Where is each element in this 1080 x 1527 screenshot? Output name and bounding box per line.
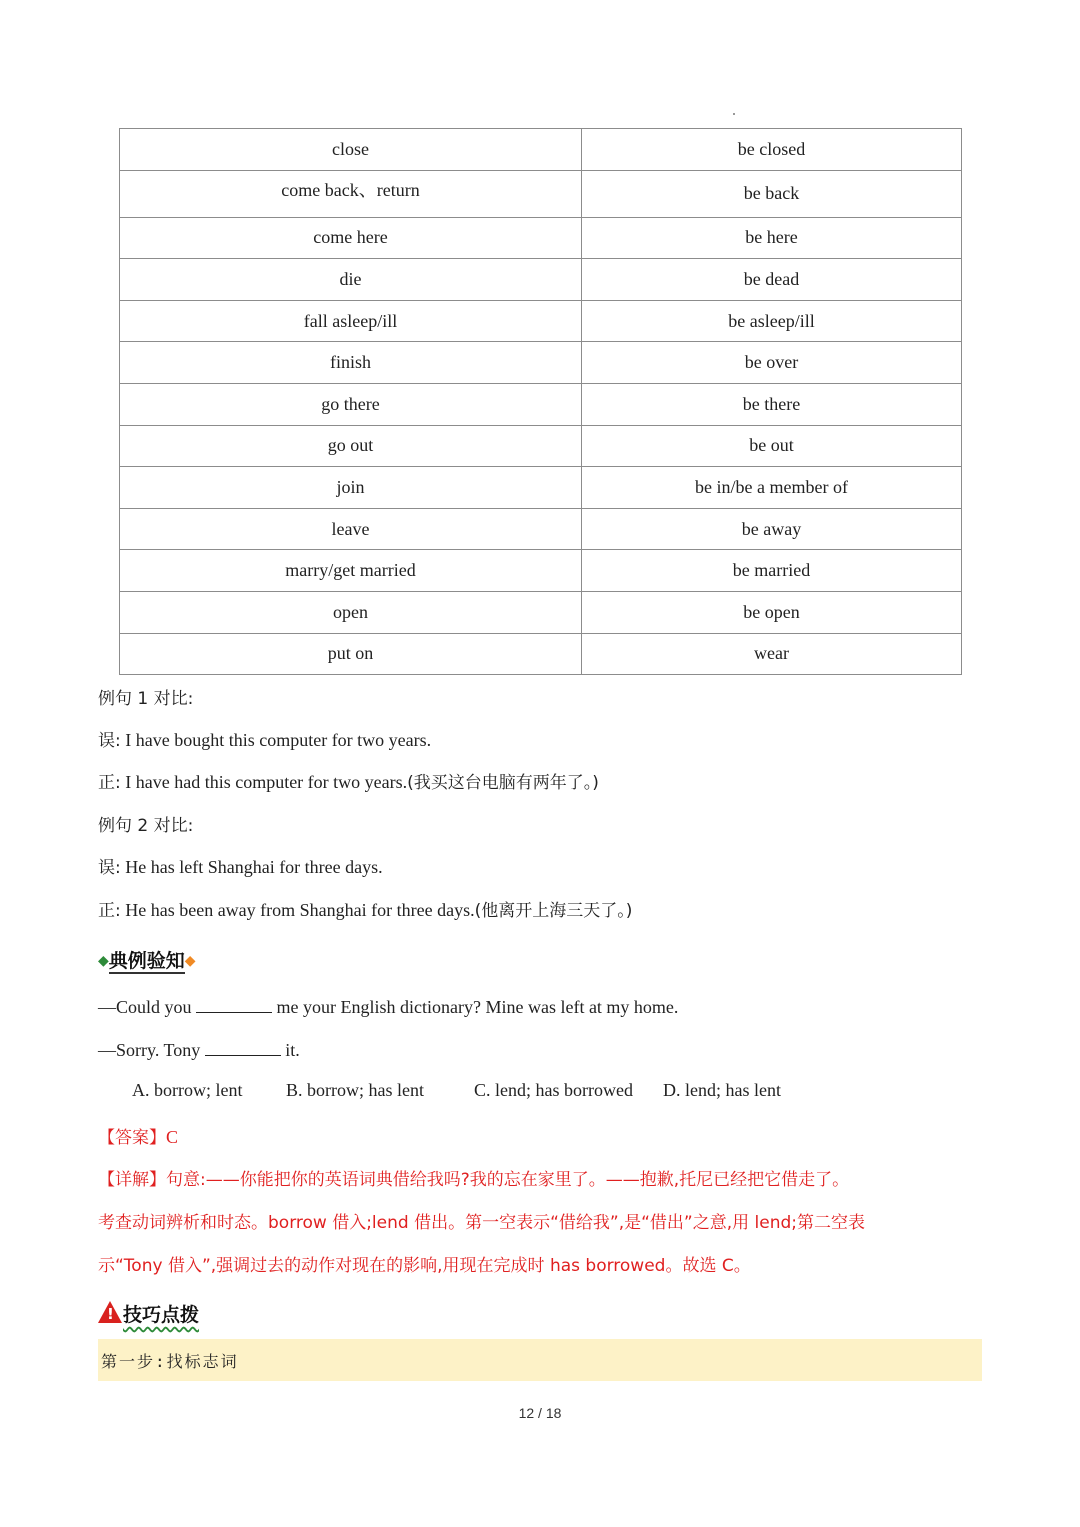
state-cell <box>582 342 962 384</box>
table-row <box>120 383 962 425</box>
verb-cell <box>120 425 582 467</box>
example1-wrong <box>98 726 431 751</box>
detail-text: 示“Tony 借入”,强调过去的动作对现在的影响,用现在完成时 has borrowed。故选 C。 <box>98 1256 751 1276</box>
example2-wrong-sentence: He has left Shanghai for three days. <box>125 857 383 877</box>
verb-text: leave <box>331 518 370 539</box>
state-text: be over <box>744 352 799 373</box>
verb-cell <box>120 550 582 592</box>
state-cell <box>582 467 962 509</box>
stray-mark <box>733 113 735 115</box>
verb-cell <box>120 300 582 342</box>
example2-right-sentence: He has been away from Shanghai for three days. <box>125 900 475 920</box>
table-row <box>120 467 962 509</box>
table-row <box>120 129 962 171</box>
tips-title: 技巧点拨 <box>123 1304 200 1326</box>
practice-title: 典例验知 <box>108 950 185 972</box>
verb-cell <box>120 467 582 509</box>
verb-text: join <box>336 476 365 497</box>
state-cell <box>582 170 962 217</box>
example2-translation: (他离开上海三天了。) <box>474 901 633 921</box>
state-cell <box>582 129 962 171</box>
verb-text: come here <box>313 227 388 248</box>
example2-wrong <box>98 853 383 878</box>
verb-cell <box>120 259 582 301</box>
tip-step-1: 第一步:找标志词 <box>101 1352 239 1371</box>
option-d: D. lend; has lent <box>663 1080 781 1100</box>
state-text: be here <box>745 227 798 248</box>
wrong-label: 误: <box>98 731 121 751</box>
state-cell <box>582 383 962 425</box>
option-a: A. borrow; lent <box>132 1080 243 1100</box>
answer-options <box>132 1080 781 1101</box>
detail-label: 【详解】 <box>98 1170 166 1190</box>
example1-heading-text: 例句 1 对比: <box>98 689 194 709</box>
wrong-label: 误: <box>98 858 121 878</box>
table-row <box>120 550 962 592</box>
verb-text: finish <box>329 352 371 373</box>
example1-heading <box>98 684 193 709</box>
table-row <box>120 259 962 301</box>
right-label: 正: <box>98 901 121 921</box>
verb-cell <box>120 591 582 633</box>
state-text: be out <box>749 435 794 456</box>
state-text: be married <box>732 560 811 581</box>
answer-line <box>98 1123 178 1148</box>
orange-diamond-icon: ◆ <box>184 953 196 969</box>
state-cell <box>582 550 962 592</box>
question-text-part: —Sorry. Tony <box>98 1040 201 1060</box>
example2-heading-text: 例句 2 对比: <box>98 816 194 836</box>
warning-icon <box>98 1301 122 1323</box>
table-row <box>120 425 962 467</box>
question-line-2 <box>98 1039 300 1061</box>
question-text-part: it. <box>285 1040 300 1060</box>
answer-blank <box>196 996 272 1013</box>
question-text-part: me your English dictionary? Mine was left at my home. <box>276 997 679 1017</box>
verb-cell <box>120 633 582 675</box>
verb-text: come back、return <box>281 179 420 200</box>
verb-text: go there <box>321 393 380 414</box>
page-number: 12 / 18 <box>518 1405 562 1421</box>
option-b: B. borrow; has lent <box>286 1080 424 1100</box>
verb-cell <box>120 129 582 171</box>
verb-text: put on <box>327 643 374 664</box>
state-text: be dead <box>743 268 800 289</box>
detail-text: 句意:——你能把你的英语词典借给我吗?我的忘在家里了。——抱歉,托尼已经把它借走了。 <box>166 1170 850 1190</box>
table-row <box>120 300 962 342</box>
table-body <box>120 129 962 675</box>
tips-section-heading <box>98 1299 199 1327</box>
state-text: be closed <box>737 138 806 159</box>
verb-text: open <box>333 601 368 622</box>
state-cell <box>582 425 962 467</box>
example1-right <box>98 768 599 793</box>
state-text: be away <box>741 518 802 539</box>
verb-cell <box>120 217 582 259</box>
verb-cell <box>120 383 582 425</box>
table-row <box>120 170 962 217</box>
table-row <box>120 591 962 633</box>
verb-text: marry/get married <box>285 560 416 581</box>
verb-state-table <box>119 128 962 675</box>
state-cell <box>582 217 962 259</box>
state-text: be there <box>742 393 801 414</box>
answer-value: C <box>166 1127 179 1147</box>
verb-text: close <box>332 138 369 159</box>
question-text-part: —Could you <box>98 997 192 1017</box>
answer-blank <box>205 1039 281 1056</box>
green-diamond-icon: ◆ <box>98 953 109 969</box>
state-text: wear <box>754 643 789 664</box>
example1-right-sentence: I have had this computer for two years. <box>125 772 408 792</box>
right-label: 正: <box>98 773 121 793</box>
example2-heading <box>98 811 193 836</box>
option-c: C. lend; has borrowed <box>474 1080 633 1100</box>
example2-right <box>98 896 632 921</box>
detail-line-1 <box>98 1165 849 1190</box>
verb-text: go out <box>327 435 374 456</box>
table-row <box>120 508 962 550</box>
table-row <box>120 217 962 259</box>
verb-text: fall asleep/ill <box>303 310 398 331</box>
state-cell <box>582 633 962 675</box>
verb-cell <box>120 342 582 384</box>
answer-label: 【答案】 <box>98 1128 166 1148</box>
state-text: be asleep/ill <box>728 310 815 331</box>
detail-line-3 <box>98 1251 751 1276</box>
detail-line-2 <box>98 1208 865 1233</box>
verb-cell <box>120 170 582 217</box>
state-text: be in/be a member of <box>695 476 848 497</box>
table-row <box>120 633 962 675</box>
example1-wrong-sentence: I have bought this computer for two years. <box>125 730 432 750</box>
practice-section-heading <box>98 946 196 973</box>
state-text: be back <box>743 183 800 204</box>
state-cell <box>582 259 962 301</box>
verb-text: die <box>339 268 362 289</box>
state-cell <box>582 508 962 550</box>
tip-step-box <box>98 1339 982 1381</box>
verb-cell <box>120 508 582 550</box>
detail-text: 考查动词辨析和时态。borrow 借入;lend 借出。第一空表示“借给我”,是“借出”之意,用 lend;第二空表 <box>98 1213 865 1233</box>
question-line-1 <box>98 996 678 1018</box>
state-cell <box>582 300 962 342</box>
example1-translation: (我买这台电脑有两年了。) <box>407 773 599 793</box>
state-cell <box>582 591 962 633</box>
state-text: be open <box>743 601 800 622</box>
table-row <box>120 342 962 384</box>
